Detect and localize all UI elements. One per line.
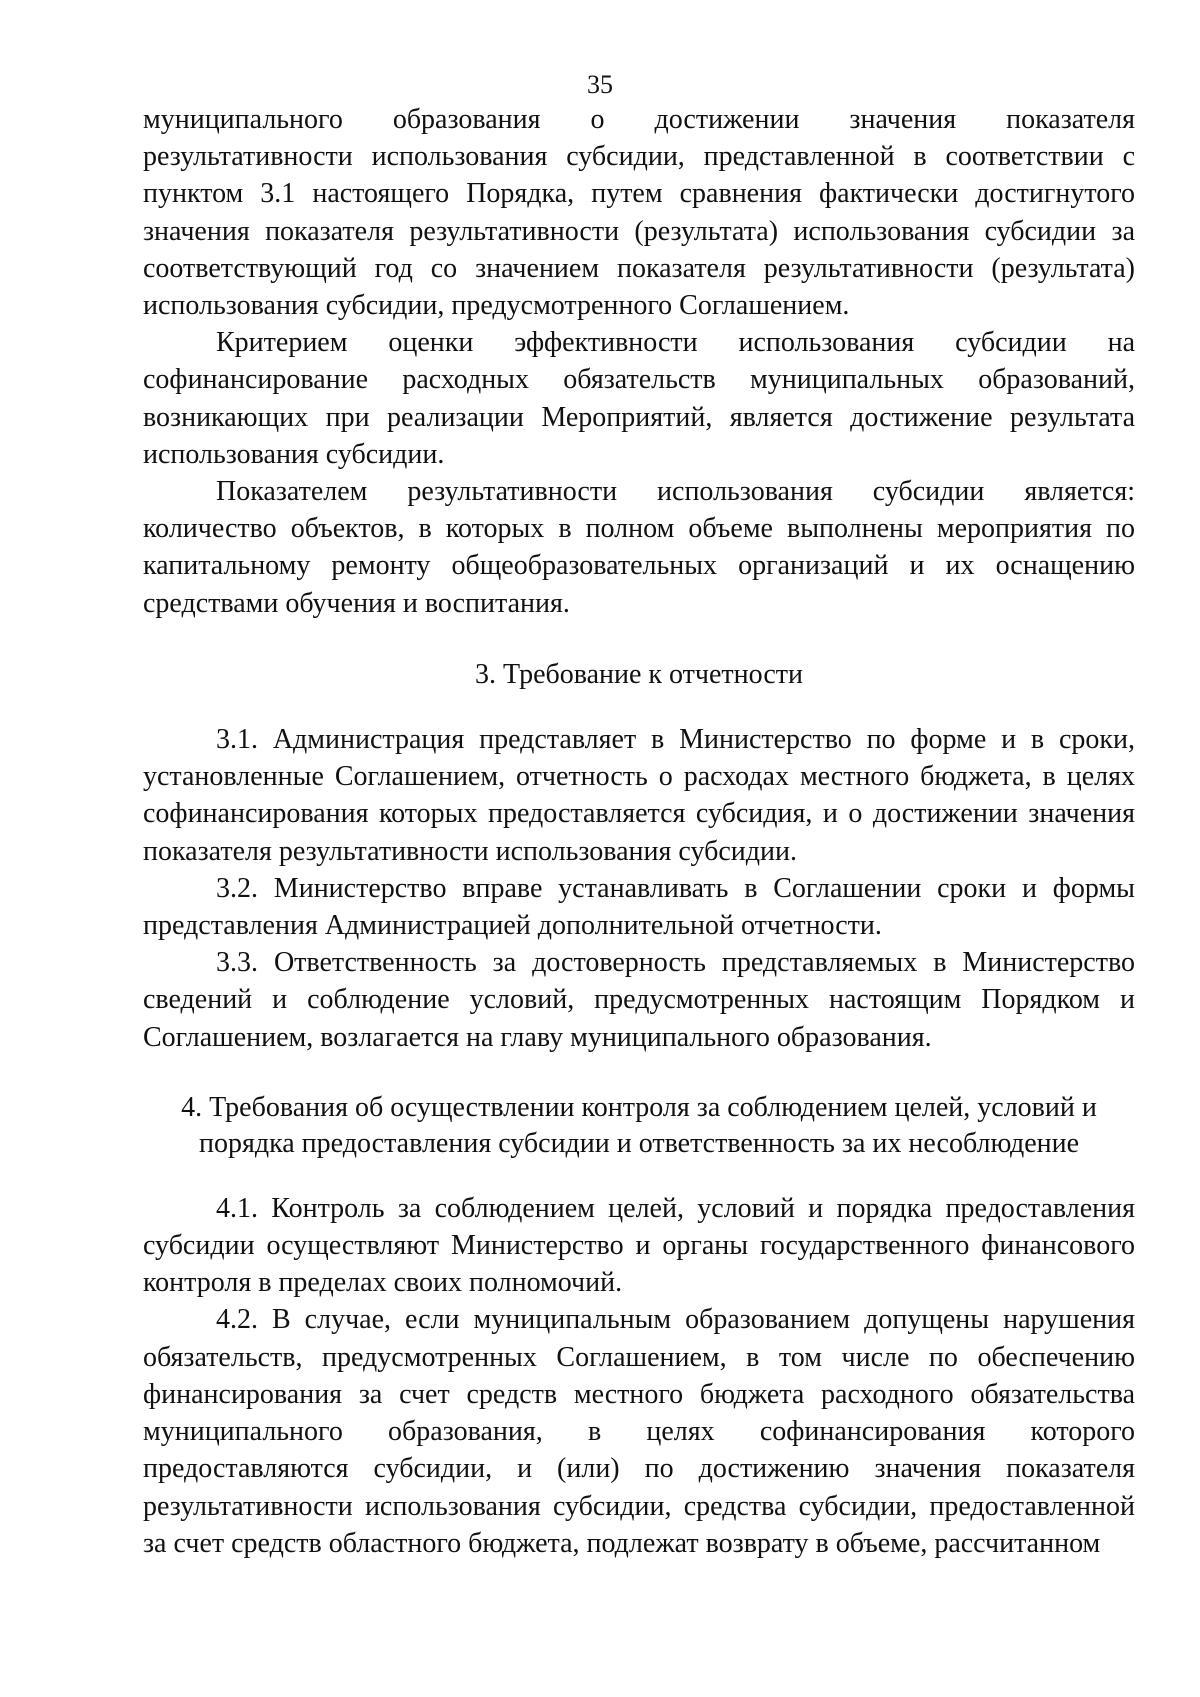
document-body bbox=[143, 101, 1135, 1562]
section-4-heading-line-1: 4. Требования об осуществлении контроля за соблюдением целей, условий и bbox=[181, 1091, 1097, 1123]
clause-3-1: 3.1. Администрация представляет в Министерство по форме и в сроки, установленные Соглашением, отчетность о расходах местного бюджета, в целях софинансирования которых предоставляется субсидия, и о достижении значения показателя результативности использования субсидии. bbox=[143, 724, 1135, 867]
page-number: 35 bbox=[587, 70, 613, 99]
section-4-heading bbox=[143, 1090, 1135, 1162]
clause-4-2: 4.2. В случае, если муниципальным образованием допущены нарушения обязательств, предусмотренных Соглашением, в том числе по обеспечению финансирования за счет средств местного бюджета расходного обязательства муниципального образования, в целях софинансирования которого предоставляются субсидии, и (или) по достижению значения показателя результативности использования субсидии, средства субсидии, предоставленной за счет средств областного бюджета, подлежат возврату в объеме, рассчитанном bbox=[143, 1304, 1135, 1559]
section-4-heading-line-2: порядка предоставления субсидии и ответственность за их несоблюдение bbox=[198, 1127, 1080, 1159]
paragraph-continuation: муниципального образования о достижении значения показателя результативности использования субсидии, представленной в соответствии с пунктом 3.1 настоящего Порядка, путем сравнения фактически достигнутого значения показателя результативности (результата) использования субсидии за соответствующий год со значением показателя результативности (результата) использования субсидии, предусмотренного Соглашением. bbox=[143, 104, 1135, 322]
clause-3-2: 3.2. Министерство вправе устанавливать в Соглашении сроки и формы представления Администрацией дополнительной отчетности. bbox=[143, 872, 1135, 942]
clause-3-3: 3.3. Ответственность за достоверность представляемых в Министерство сведений и соблюдение условий, предусмотренных настоящим Порядком и Соглашением, возлагается на главу муниципального образования. bbox=[143, 947, 1135, 1053]
clause-4-1: 4.1. Контроль за соблюдением целей, условий и порядка предоставления субсидии осуществляют Министерство и органы государственного финансового контроля в пределах своих полномочий. bbox=[143, 1192, 1135, 1299]
paragraph-indicator: Показателем результативности использования субсидии является: количество объектов, в которых в полном объеме выполнены мероприятия по капитальному ремонту общеобразовательных организаций и их оснащению средствами обучения и воспитания. bbox=[143, 476, 1135, 619]
paragraph-criterion: Критерием оценки эффективности использования субсидии на софинансирование расходных обязательств муниципальных образований, возникающих при реализации Мероприятий, является достижение результата использования субсидии. bbox=[143, 327, 1135, 470]
section-3-heading: 3. Требование к отчетности bbox=[475, 658, 803, 690]
